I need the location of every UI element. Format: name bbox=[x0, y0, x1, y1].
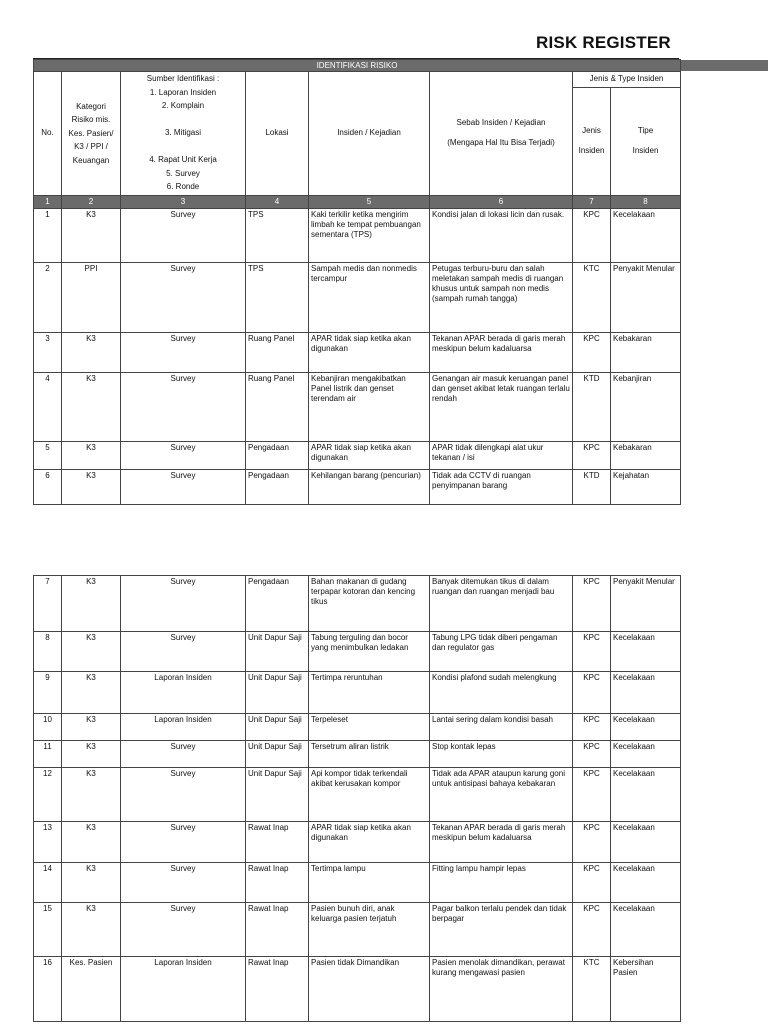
cell-sumber: Survey bbox=[121, 262, 246, 332]
cell-kategori: K3 bbox=[62, 441, 121, 469]
cell-no: 5 bbox=[34, 441, 62, 469]
cell-sumber: Survey bbox=[121, 632, 246, 672]
cell-sumber: Survey bbox=[121, 332, 246, 372]
cell-tipe: Kecelakaan bbox=[611, 822, 681, 863]
cell-kategori: PPI bbox=[62, 262, 121, 332]
cell-kategori: K3 bbox=[62, 469, 121, 504]
cell-jenis: KPC bbox=[573, 822, 611, 863]
risk-register-table-continued bbox=[33, 575, 681, 1022]
cell-kategori: K3 bbox=[62, 632, 121, 672]
cell-insiden: Tertimpa lampu bbox=[309, 863, 430, 903]
cell-tipe: Kebakaran bbox=[611, 332, 681, 372]
cell-lokasi: Ruang Panel bbox=[246, 372, 309, 441]
col-number: 4 bbox=[246, 195, 309, 208]
cell-no: 11 bbox=[34, 741, 62, 768]
header-row-top bbox=[34, 72, 681, 88]
table-row bbox=[34, 262, 681, 332]
cell-lokasi: Unit Dapur Saji bbox=[246, 741, 309, 768]
cell-insiden: Tabung terguling dan bocor yang menimbulkan ledakan bbox=[309, 632, 430, 672]
cell-sebab: Fitting lampu hampir lepas bbox=[430, 863, 573, 903]
cell-tipe: Penyakit Menular bbox=[611, 262, 681, 332]
cell-sebab: Tekanan APAR berada di garis merah meskipun belum kadaluarsa bbox=[430, 822, 573, 863]
jenis-type-header: Jenis & Type Insiden bbox=[573, 72, 681, 88]
cell-sebab: Pagar balkon terlalu pendek dan tidak berpagar bbox=[430, 903, 573, 957]
col-lokasi-header: Lokasi bbox=[246, 72, 309, 196]
cell-kategori: K3 bbox=[62, 372, 121, 441]
cell-sumber: Survey bbox=[121, 469, 246, 504]
cell-insiden: Sampah medis dan nonmedis tercampur bbox=[309, 262, 430, 332]
cell-sumber: Laporan Insiden bbox=[121, 672, 246, 714]
cell-sebab: Lantai sering dalam kondisi basah bbox=[430, 714, 573, 741]
cell-insiden: APAR tidak siap ketika akan digunakan bbox=[309, 332, 430, 372]
cell-insiden: Pasien tidak Dimandikan bbox=[309, 957, 430, 1022]
cell-sebab: Genangan air masuk keruangan panel dan genset akibat letak ruangan terlalu rendah bbox=[430, 372, 573, 441]
table-row bbox=[34, 576, 681, 632]
cell-lokasi: Rawat Inap bbox=[246, 822, 309, 863]
cell-no: 10 bbox=[34, 714, 62, 741]
cell-tipe: Kecelakaan bbox=[611, 714, 681, 741]
cell-no: 4 bbox=[34, 372, 62, 441]
table-row bbox=[34, 741, 681, 768]
col-sumber-header: Sumber Identifikasi : 1. Laporan Insiden 2. Komplain 3. Mitigasi 4. Rapat Unit Kerja 5. Survey 6. Ronde bbox=[121, 72, 246, 196]
cell-lokasi: Ruang Panel bbox=[246, 332, 309, 372]
cell-sebab: Stop kontak lepas bbox=[430, 741, 573, 768]
cell-sumber: Laporan Insiden bbox=[121, 957, 246, 1022]
col-number: 7 bbox=[573, 195, 611, 208]
cell-insiden: APAR tidak siap ketika akan digunakan bbox=[309, 441, 430, 469]
cell-tipe: Kecelakaan bbox=[611, 672, 681, 714]
cell-lokasi: Pengadaan bbox=[246, 441, 309, 469]
cell-sebab: Tidak ada CCTV di ruangan penyimpanan barang bbox=[430, 469, 573, 504]
cell-insiden: Tertimpa reruntuhan bbox=[309, 672, 430, 714]
cell-lokasi: Rawat Inap bbox=[246, 957, 309, 1022]
col-kategori-header: Kategori Risiko mis. Kes. Pasien/ K3 / PPI / Keuangan bbox=[62, 72, 121, 196]
cell-insiden: Pasien bunuh diri, anak keluarga pasien terjatuh bbox=[309, 903, 430, 957]
col-tipe-header: Tipe Insiden bbox=[611, 87, 681, 195]
cell-tipe: Kejahatan bbox=[611, 469, 681, 504]
table-row bbox=[34, 672, 681, 714]
cell-sumber: Survey bbox=[121, 372, 246, 441]
cell-lokasi: Pengadaan bbox=[246, 469, 309, 504]
cell-no: 15 bbox=[34, 903, 62, 957]
cell-sumber: Survey bbox=[121, 903, 246, 957]
cell-insiden: Kebanjiran mengakibatkan Panel listrik dan genset terendam air bbox=[309, 372, 430, 441]
cell-no: 6 bbox=[34, 469, 62, 504]
cell-sebab: APAR tidak dilengkapi alat ukur tekanan / isi bbox=[430, 441, 573, 469]
column-number-row bbox=[34, 195, 681, 208]
col-number: 8 bbox=[611, 195, 681, 208]
cell-jenis: KPC bbox=[573, 672, 611, 714]
col-sebab-header: Sebab Insiden / Kejadian (Mengapa Hal Itu Bisa Terjadi) bbox=[430, 72, 573, 196]
cell-jenis: KPC bbox=[573, 768, 611, 822]
table-row bbox=[34, 469, 681, 504]
col-number: 2 bbox=[62, 195, 121, 208]
cell-no: 16 bbox=[34, 957, 62, 1022]
cell-jenis: KPC bbox=[573, 332, 611, 372]
cell-sumber: Survey bbox=[121, 768, 246, 822]
cell-lokasi: Rawat Inap bbox=[246, 863, 309, 903]
table-row bbox=[34, 441, 681, 469]
col-jenis-header: Jenis Insiden bbox=[573, 87, 611, 195]
cell-jenis: KPC bbox=[573, 863, 611, 903]
cell-sebab: Petugas terburu-buru dan salah meletakan sampah medis di ruangan khusus untuk sampah non medis (sampah rumah tangga) bbox=[430, 262, 573, 332]
cell-no: 7 bbox=[34, 576, 62, 632]
cell-kategori: K3 bbox=[62, 576, 121, 632]
cell-sumber: Survey bbox=[121, 208, 246, 262]
cell-lokasi: TPS bbox=[246, 208, 309, 262]
cell-no: 1 bbox=[34, 208, 62, 262]
cell-jenis: KPC bbox=[573, 632, 611, 672]
cell-lokasi: Unit Dapur Saji bbox=[246, 672, 309, 714]
cell-no: 13 bbox=[34, 822, 62, 863]
cell-jenis: KTD bbox=[573, 372, 611, 441]
table-row bbox=[34, 863, 681, 903]
col-number: 6 bbox=[430, 195, 573, 208]
cell-kategori: K3 bbox=[62, 714, 121, 741]
cell-tipe: Kecelakaan bbox=[611, 208, 681, 262]
cell-tipe: Kebakaran bbox=[611, 441, 681, 469]
cell-insiden: APAR tidak siap ketika akan digunakan bbox=[309, 822, 430, 863]
cell-jenis: KPC bbox=[573, 208, 611, 262]
page-title: RISK REGISTER bbox=[536, 33, 671, 52]
cell-sumber: Survey bbox=[121, 441, 246, 469]
cell-sumber: Laporan Insiden bbox=[121, 714, 246, 741]
table-row bbox=[34, 372, 681, 441]
cell-tipe: Kebersihan Pasien bbox=[611, 957, 681, 1022]
cell-jenis: KPC bbox=[573, 441, 611, 469]
cell-sebab: Kondisi jalan di lokasi licin dan rusak. bbox=[430, 208, 573, 262]
cell-insiden: Bahan makanan di gudang terpapar kotoran dan kencing tikus bbox=[309, 576, 430, 632]
cell-kategori: K3 bbox=[62, 672, 121, 714]
cell-kategori: K3 bbox=[62, 863, 121, 903]
table-row bbox=[34, 903, 681, 957]
cell-sumber: Survey bbox=[121, 576, 246, 632]
cell-tipe: Penyakit Menular bbox=[611, 576, 681, 632]
cell-jenis: KPC bbox=[573, 741, 611, 768]
cell-insiden: Kaki terkilir ketika mengirim limbah ke tempat pembuangan sementara (TPS) bbox=[309, 208, 430, 262]
cell-sebab: Pasien menolak dimandikan, perawat kurang mengawasi pasien bbox=[430, 957, 573, 1022]
cell-no: 3 bbox=[34, 332, 62, 372]
cell-sebab: Kondisi plafond sudah melengkung bbox=[430, 672, 573, 714]
cell-lokasi: Unit Dapur Saji bbox=[246, 632, 309, 672]
table-row bbox=[34, 714, 681, 741]
identifikasi-risiko-heading: IDENTIFIKASI RISIKO bbox=[34, 60, 681, 72]
cell-sumber: Survey bbox=[121, 822, 246, 863]
cell-kategori: K3 bbox=[62, 332, 121, 372]
cell-no: 2 bbox=[34, 262, 62, 332]
cell-kategori: K3 bbox=[62, 741, 121, 768]
cell-sebab: Tekanan APAR berada di garis merah meskipun belum kadaluarsa bbox=[430, 332, 573, 372]
header-band-extension bbox=[679, 60, 768, 71]
cell-insiden: Terpeleset bbox=[309, 714, 430, 741]
identifikasi-band-row bbox=[34, 60, 681, 72]
cell-kategori: Kes. Pasien bbox=[62, 957, 121, 1022]
risk-register-table bbox=[33, 59, 681, 505]
table-row bbox=[34, 632, 681, 672]
cell-kategori: K3 bbox=[62, 903, 121, 957]
cell-no: 8 bbox=[34, 632, 62, 672]
cell-sumber: Survey bbox=[121, 863, 246, 903]
cell-no: 12 bbox=[34, 768, 62, 822]
table-row bbox=[34, 332, 681, 372]
cell-kategori: K3 bbox=[62, 768, 121, 822]
col-number: 5 bbox=[309, 195, 430, 208]
col-no-header: No. bbox=[34, 72, 62, 196]
cell-tipe: Kecelakaan bbox=[611, 632, 681, 672]
cell-tipe: Kecelakaan bbox=[611, 768, 681, 822]
col-number: 1 bbox=[34, 195, 62, 208]
cell-sebab: Tidak ada APAR ataupun karung goni untuk antisipasi bahaya kebakaran bbox=[430, 768, 573, 822]
col-number: 3 bbox=[121, 195, 246, 208]
cell-no: 14 bbox=[34, 863, 62, 903]
cell-lokasi: Rawat Inap bbox=[246, 903, 309, 957]
cell-lokasi: Unit Dapur Saji bbox=[246, 768, 309, 822]
cell-jenis: KTD bbox=[573, 469, 611, 504]
cell-tipe: Kecelakaan bbox=[611, 741, 681, 768]
cell-jenis: KTC bbox=[573, 957, 611, 1022]
cell-tipe: Kecelakaan bbox=[611, 863, 681, 903]
cell-jenis: KPC bbox=[573, 576, 611, 632]
cell-insiden: Kehilangan barang (pencurian) bbox=[309, 469, 430, 504]
cell-tipe: Kebanjiran bbox=[611, 372, 681, 441]
cell-jenis: KPC bbox=[573, 714, 611, 741]
cell-lokasi: Pengadaan bbox=[246, 576, 309, 632]
table-row bbox=[34, 957, 681, 1022]
cell-insiden: Api kompor tidak terkendali akibat kerusakan kompor bbox=[309, 768, 430, 822]
table-row bbox=[34, 208, 681, 262]
cell-no: 9 bbox=[34, 672, 62, 714]
cell-kategori: K3 bbox=[62, 208, 121, 262]
cell-insiden: Tersetrum aliran listrik bbox=[309, 741, 430, 768]
cell-lokasi: Unit Dapur Saji bbox=[246, 714, 309, 741]
cell-lokasi: TPS bbox=[246, 262, 309, 332]
table-row bbox=[34, 822, 681, 863]
cell-jenis: KTC bbox=[573, 262, 611, 332]
cell-sumber: Survey bbox=[121, 741, 246, 768]
cell-tipe: Kecelakaan bbox=[611, 903, 681, 957]
col-insiden-header: Insiden / Kejadian bbox=[309, 72, 430, 196]
cell-jenis: KPC bbox=[573, 903, 611, 957]
cell-sebab: Banyak ditemukan tikus di dalam ruangan dan ruangan menjadi bau bbox=[430, 576, 573, 632]
cell-sebab: Tabung LPG tidak diberi pengaman dan regulator gas bbox=[430, 632, 573, 672]
cell-kategori: K3 bbox=[62, 822, 121, 863]
table-row bbox=[34, 768, 681, 822]
